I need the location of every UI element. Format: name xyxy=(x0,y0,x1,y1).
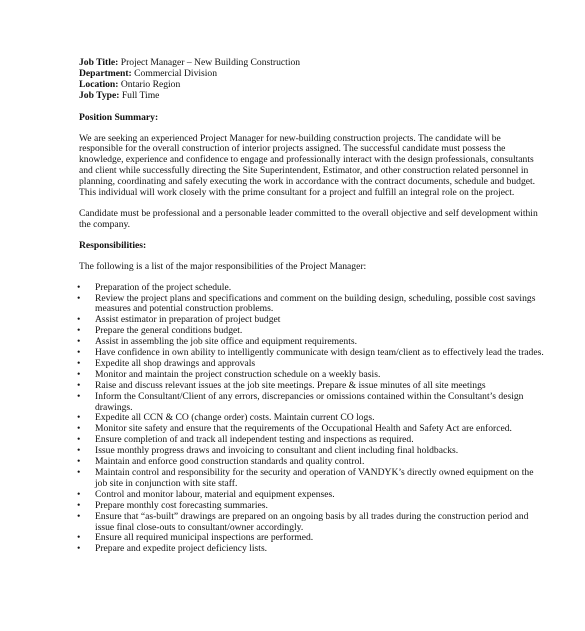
list-item: • Monitor and maintain the project construction schedule on a weekly basis. xyxy=(79,370,545,381)
list-item: • Issue monthly progress draws and invoicing to consultant and client including final holdbacks. xyxy=(79,446,545,457)
list-item: • Review the project plans and specifications and comment on the building design, scheduling, possible cost savings measures and potential construction problems. xyxy=(79,294,545,316)
job-title-value: Project Manager – New Building Construction xyxy=(120,57,301,68)
department-label: Department: xyxy=(79,67,132,79)
responsibilities-heading: Responsibilities: xyxy=(79,239,147,251)
position-summary-heading: Position Summary: xyxy=(79,111,159,123)
location-label: Location: xyxy=(79,78,119,90)
responsibilities-intro: The following is a list of the major responsibilities of the Project Manager: xyxy=(79,260,367,272)
list-item: • Preparation of the project schedule. xyxy=(79,283,545,294)
location-value: Ontario Region xyxy=(120,78,181,90)
responsibilities-list xyxy=(79,283,545,556)
list-item: • Prepare the general conditions budget. xyxy=(79,326,545,337)
list-item: • Raise and discuss relevant issues at the job site meetings. Prepare & issue minutes of all site meetings xyxy=(79,381,545,392)
list-item: • Ensure that “as-built” drawings are prepared on an ongoing basis by all trades during the construction period and issue final close-outs to consultant/owner accordingly. xyxy=(79,512,545,534)
job-meta xyxy=(79,58,545,102)
list-item: • Monitor site safety and ensure that the requirements of the Occupational Health and Safety Act are enforced. xyxy=(79,424,545,435)
list-item: • Maintain and enforce good construction standards and quality control. xyxy=(79,457,545,468)
list-item: • Have confidence in own ability to intelligently communicate with design team/client as to effectively lead the trades. xyxy=(79,348,545,359)
summary-paragraph-2: Candidate must be professional and a personable leader committed to the overall objective and self development within the company. xyxy=(79,207,538,230)
list-item: • Assist in assembling the job site office and equipment requirements. xyxy=(79,337,545,348)
department-value: Commercial Division xyxy=(134,67,218,79)
list-item: • Control and monitor labour, material and equipment expenses. xyxy=(79,490,545,501)
job-type-label: Job Type: xyxy=(79,89,120,101)
list-item: • Ensure all required municipal inspections are performed. xyxy=(79,533,545,544)
list-item: • Prepare and expedite project deficiency lists. xyxy=(79,544,545,555)
list-item: • Inform the Consultant/Client of any errors, discrepancies or omissions contained within the Consultant’s design drawings. xyxy=(79,392,545,414)
job-title-label: Job Title: xyxy=(79,57,119,68)
list-item: • Expedite all shop drawings and approvals xyxy=(79,359,545,370)
job-type-value: Full Time xyxy=(121,89,160,101)
job-type-line xyxy=(79,91,545,102)
summary-paragraph-1: We are seeking an experienced Project Manager for new-building construction projects. The candidate will be responsible for the overall construction of interior projects assigned. The successful candidate must possess the knowledge, experience and confidence to engage and professionally interact with the design professionals, consultants and client while successfully directing the Site Superintendent, Estimator, and other construction related personnel in planning, coordinating and safely executing the work in accordance with the contract documents, schedule and budget. This individual will work closely with the prime consultant for a project and fulfill an integral role on the project. xyxy=(79,132,536,199)
list-item: • Expedite all CCN & CO (change order) costs. Maintain current CO logs. xyxy=(79,413,545,424)
list-item: • Assist estimator in preparation of project budget xyxy=(79,315,545,326)
list-item: • Ensure completion of and track all independent testing and inspections as required. xyxy=(79,435,545,446)
list-item: • Maintain control and responsibility for the security and operation of VANDYK’s directly owned equipment on the job site in conjunction with site staff. xyxy=(79,468,545,490)
list-item: • Prepare monthly cost forecasting summaries. xyxy=(79,501,545,512)
